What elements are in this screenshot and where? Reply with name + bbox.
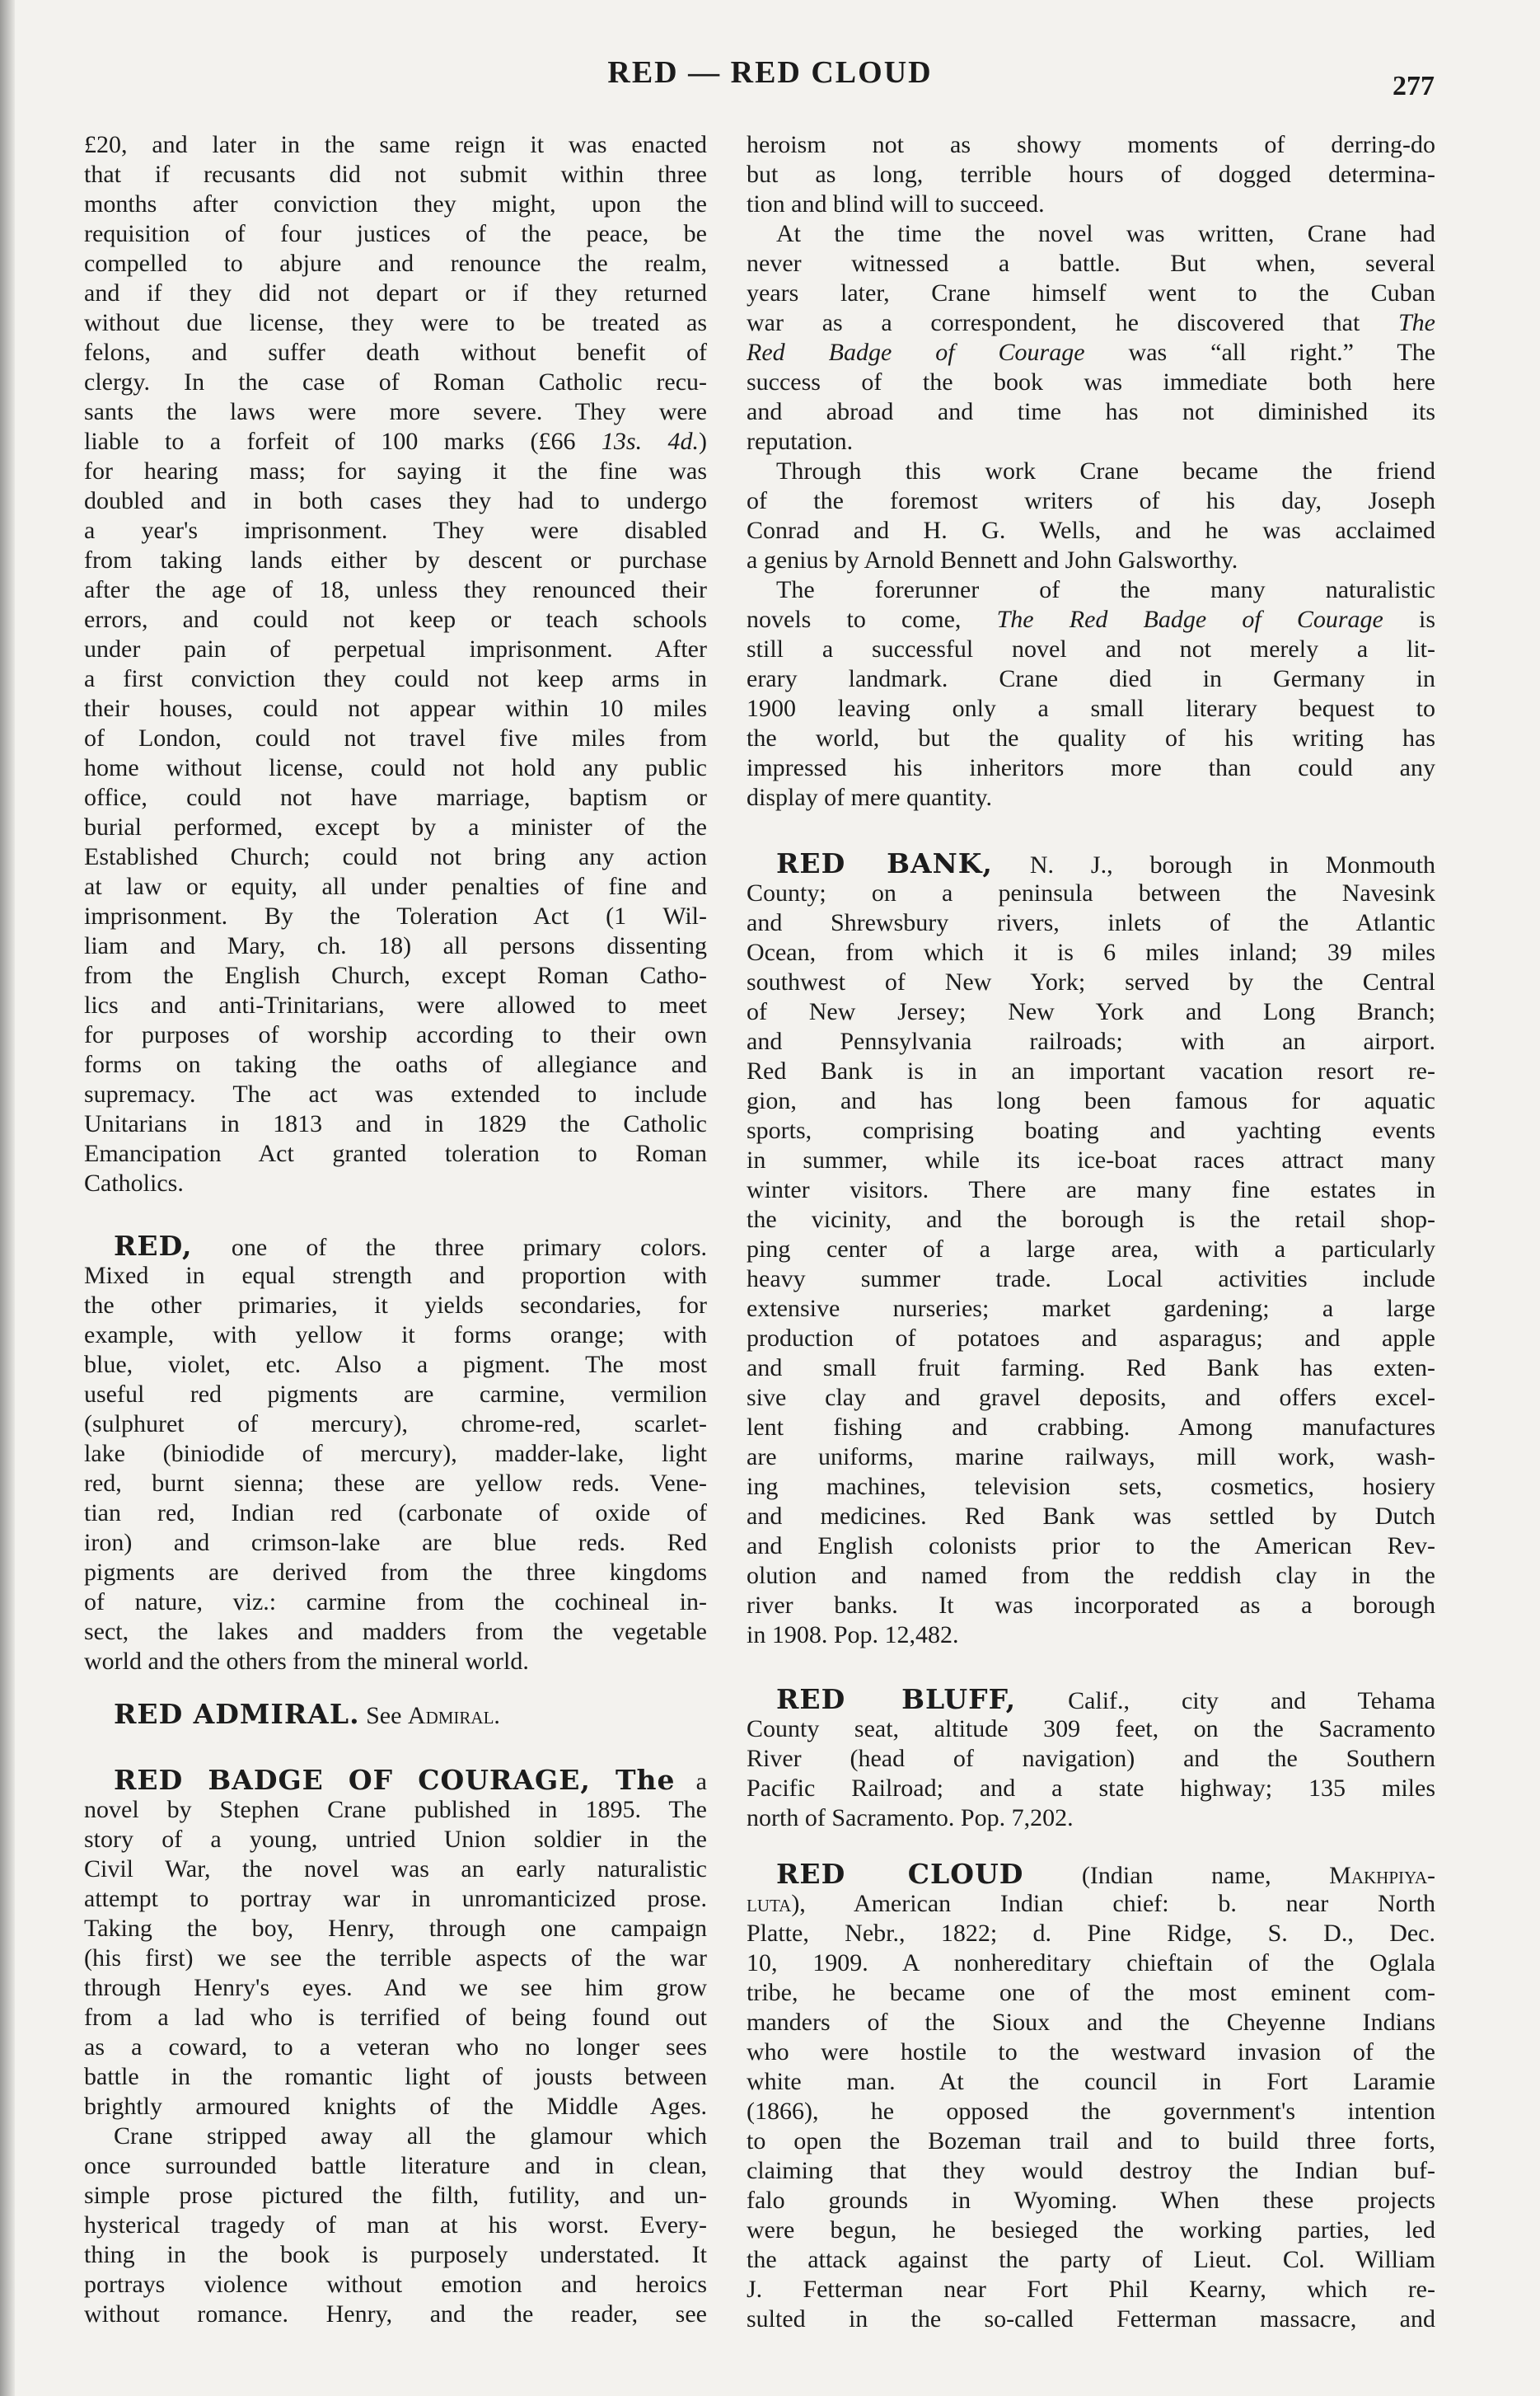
- text-segment: N. J., borough in Monmouth: [992, 851, 1435, 879]
- text-line: Red Bank is in an important vacation resort re-: [747, 1057, 1435, 1085]
- text-line: for purposes of worship according to their own: [84, 1021, 707, 1048]
- text-line: years later, Crane himself went to the Cuban: [747, 279, 1435, 307]
- text-line: southwest of New York; served by the Central: [747, 968, 1435, 996]
- entry-headword: RED BADGE OF COURAGE, The: [114, 1765, 676, 1795]
- text-line: home without license, could not hold any public: [84, 754, 707, 781]
- text-line: and English colonists prior to the American Rev-: [747, 1532, 1435, 1559]
- text-line: simple prose pictured the filth, futility, and un-: [84, 2182, 707, 2209]
- text-segment: one of the three primary colors.: [192, 1234, 707, 1261]
- text-line: success of the book was immediate both here: [747, 368, 1435, 396]
- text-line: burial performed, except by a minister of the: [84, 814, 707, 841]
- text-line: iron) and crimson-lake are blue reds. Red: [84, 1529, 707, 1556]
- text-segment: a: [675, 1768, 707, 1795]
- text-line: Taking the boy, Henry, through one campaign: [84, 1915, 707, 1942]
- entry-recusants: [84, 130, 707, 1198]
- text-line: Emancipation Act granted toleration to Roman: [84, 1140, 707, 1167]
- italic-text: The: [1398, 309, 1435, 336]
- text-line: for hearing mass; for saying it the fine was: [84, 457, 707, 485]
- text-line: example, with yellow it forms orange; with: [84, 1321, 707, 1348]
- text-line: the attack against the party of Lieut. Col. William: [747, 2246, 1435, 2273]
- text-line: [84, 427, 707, 457]
- text-line: forms on taking the oaths of allegiance and: [84, 1051, 707, 1078]
- text-line: as a coward, to a veteran who no longer sees: [84, 2033, 707, 2061]
- text-line: claiming that they would destroy the Indian buf-: [747, 2157, 1435, 2184]
- text-line: from taking lands either by descent or purchase: [84, 546, 707, 574]
- text-line: gion, and has long been famous for aquatic: [747, 1087, 1435, 1114]
- text-line: the other primaries, it yields secondaries, for: [84, 1292, 707, 1319]
- text-line: liam and Mary, ch. 18) all persons dissenting: [84, 932, 707, 959]
- text-line: pigments are derived from the three kingdoms: [84, 1559, 707, 1586]
- text-line: white man. At the council in Fort Laramie: [747, 2068, 1435, 2095]
- text-line: errors, and could not keep or teach schools: [84, 606, 707, 633]
- text-line: without romance. Henry, and the reader, see: [84, 2300, 707, 2328]
- text-line: display of mere quantity.: [747, 784, 992, 811]
- page-number: 277: [1393, 71, 1435, 101]
- text-line: sulted in the so-called Fetterman massacre, and: [747, 2305, 1435, 2333]
- text-line: (sulphuret of mercury), chrome-red, scarlet-: [84, 1410, 707, 1437]
- text-line: and Pennsylvania railroads; with an airport.: [747, 1028, 1435, 1055]
- entry-headword: RED ADMIRAL.: [114, 1700, 360, 1729]
- text-line: still a successful novel and not merely a lit-: [747, 635, 1435, 663]
- text-line: tribe, he became one of the most eminent com-: [747, 1979, 1435, 2006]
- text-line: falo grounds in Wyoming. When these projects: [747, 2187, 1435, 2214]
- text-line: without due license, they were to be treated as: [84, 309, 707, 336]
- text-segment: See: [359, 1702, 408, 1729]
- text-line: County seat, altitude 309 feet, on the Sacramento: [747, 1715, 1435, 1742]
- text-line: Pacific Railroad; and a state highway; 135 miles: [747, 1775, 1435, 1802]
- text-line: [747, 849, 1435, 879]
- text-line: to open the Bozeman trail and to build three forts,: [747, 2127, 1435, 2155]
- text-line: that if recusants did not submit within three: [84, 161, 707, 188]
- text-line: lake (biniodide of mercury), madder-lake, light: [84, 1440, 707, 1467]
- text-line: portrays violence without emotion and heroics: [84, 2271, 707, 2298]
- text-line: heavy summer trade. Local activities include: [747, 1265, 1435, 1292]
- entry-red-bluff: [747, 1685, 1435, 1833]
- text-line: red, burnt sienna; these are yellow reds. Vene-: [84, 1470, 707, 1497]
- text-line: The forerunner of the many naturalistic: [776, 576, 1435, 603]
- text-line: story of a young, untried Union soldier in the: [84, 1826, 707, 1853]
- entry-badge-cont: [747, 130, 1435, 813]
- text-line: Platte, Nebr., 1822; d. Pine Ridge, S. D., Dec.: [747, 1920, 1435, 1947]
- text-line: tian red, Indian red (carbonate of oxide of: [84, 1499, 707, 1526]
- text-line: lics and anti-Trinitarians, were allowed to meet: [84, 992, 707, 1019]
- text-line: of nature, viz.: carmine from the cochineal in-: [84, 1588, 707, 1615]
- text-line: imprisonment. By the Toleration Act (1 Wil-: [84, 903, 707, 930]
- text-line: River (head of navigation) and the Southern: [747, 1745, 1435, 1772]
- text-line: 1900 leaving only a small literary bequest to: [747, 695, 1435, 722]
- text-segment: war as a correspondent, he discovered that: [747, 309, 1398, 336]
- text-line: clergy. In the case of Roman Catholic recu-: [84, 368, 707, 396]
- small-caps-text: Makhpiya-: [1329, 1862, 1435, 1889]
- text-line: doubled and in both cases they had to undergo: [84, 487, 707, 514]
- text-line: useful red pigments are carmine, vermilion: [84, 1381, 707, 1408]
- small-caps-text: Admiral.: [407, 1702, 500, 1729]
- text-line: from the English Church, except Roman Catho-: [84, 962, 707, 989]
- text-line: [747, 1859, 1435, 1889]
- text-line: river banks. It was incorporated as a borough: [747, 1592, 1435, 1619]
- text-segment: Calif., city and Tehama: [1016, 1687, 1435, 1714]
- text-line: [747, 605, 1435, 635]
- italic-text: Red Badge of Courage: [747, 339, 1085, 366]
- text-line: J. Fetterman near Fort Phil Kearny, which re-: [747, 2276, 1435, 2303]
- text-line: and Shrewsbury rivers, inlets of the Atlantic: [747, 909, 1435, 936]
- text-line: olution and named from the reddish clay in the: [747, 1562, 1435, 1589]
- text-line: novel by Stephen Crane published in 1895. The: [84, 1796, 707, 1823]
- entry-headword: RED,: [114, 1231, 193, 1261]
- text-line: [747, 1685, 1435, 1714]
- text-line: lent fishing and crabbing. Among manufactures: [747, 1414, 1435, 1441]
- text-line: [84, 1231, 707, 1261]
- text-line: and if they did not depart or if they returned: [84, 279, 707, 307]
- text-line: and small fruit farming. Red Bank has exten-: [747, 1354, 1435, 1381]
- text-line: sect, the lakes and madders from the vegetable: [84, 1618, 707, 1645]
- entry-red-cloud: [747, 1859, 1435, 2334]
- text-line: of the foremost writers of his day, Joseph: [747, 487, 1435, 514]
- text-line: tion and blind will to succeed.: [747, 190, 1045, 218]
- text-line: Conrad and H. G. Wells, and he was acclaimed: [747, 517, 1435, 544]
- text-line: blue, violet, etc. Also a pigment. The most: [84, 1351, 707, 1378]
- text-line: compelled to abjure and renounce the realm,: [84, 250, 707, 277]
- text-line: were begun, he besieged the working parties, led: [747, 2216, 1435, 2244]
- text-line: Catholics.: [84, 1170, 184, 1197]
- text-line: impressed his inheritors more than could any: [747, 754, 1435, 781]
- text-line: the vicinity, and the borough is the retail shop-: [747, 1206, 1435, 1233]
- text-line: are uniforms, marine railways, mill work, wash-: [747, 1443, 1435, 1470]
- text-line: battle in the romantic light of jousts between: [84, 2063, 707, 2090]
- entry-red-badge: [84, 1765, 707, 2329]
- entry-headword: RED BLUFF,: [776, 1685, 1017, 1714]
- text-line: felons, and suffer death without benefit of: [84, 339, 707, 366]
- text-line: a genius by Arnold Bennett and John Galsworthy.: [747, 546, 1238, 574]
- entry-red: [84, 1231, 707, 1676]
- text-line: Ocean, from which it is 6 miles inland; 39 miles: [747, 939, 1435, 966]
- text-line: extensive nurseries; market gardening; a large: [747, 1295, 1435, 1322]
- text-line: at law or equity, all under penalties of fine and: [84, 873, 707, 900]
- text-line: (1866), he opposed the government's intention: [747, 2098, 1435, 2125]
- text-segment: (Indian name,: [1023, 1862, 1330, 1889]
- text-line: north of Sacramento. Pop. 7,202.: [747, 1804, 1074, 1831]
- text-line: a year's imprisonment. They were disabled: [84, 517, 707, 544]
- text-line: sive clay and gravel deposits, and offers excel-: [747, 1384, 1435, 1411]
- text-line: requisition of four justices of the peace, be: [84, 220, 707, 247]
- text-line: County; on a peninsula between the Navesink: [747, 879, 1435, 907]
- text-line: in 1908. Pop. 12,482.: [747, 1621, 959, 1648]
- text-line: Civil War, the novel was an early naturalistic: [84, 1855, 707, 1883]
- text-line: under pain of perpetual imprisonment. After: [84, 635, 707, 663]
- text-segment: liable to a forfeit of 100 marks (£66: [84, 428, 601, 455]
- text-segment: ), American Indian chief: b. near North: [791, 1890, 1435, 1917]
- text-line: months after conviction they might, upon the: [84, 190, 707, 218]
- text-line: [84, 1765, 707, 1795]
- text-line: through Henry's eyes. And we see him grow: [84, 1974, 707, 2001]
- text-line: thing in the book is purposely understated. It: [84, 2241, 707, 2268]
- text-line: from a lad who is terrified of being found out: [84, 2004, 707, 2031]
- text-line: [84, 1700, 707, 1729]
- text-line: [747, 338, 1435, 368]
- text-line: At the time the novel was written, Crane had: [776, 220, 1435, 247]
- text-line: £20, and later in the same reign it was enacted: [84, 131, 707, 158]
- text-line: ing machines, television sets, cosmetics, hosiery: [747, 1473, 1435, 1500]
- text-line: and medicines. Red Bank was settled by Dutch: [747, 1503, 1435, 1530]
- text-line: production of potatoes and asparagus; and apple: [747, 1325, 1435, 1352]
- entry-headword: RED BANK,: [776, 849, 993, 879]
- text-line: 10, 1909. A nonhereditary chieftain of the Oglala: [747, 1949, 1435, 1976]
- text-line: Mixed in equal strength and proportion with: [84, 1262, 707, 1289]
- text-line: never witnessed a battle. But when, several: [747, 250, 1435, 277]
- text-line: a first conviction they could not keep arms in: [84, 665, 707, 692]
- text-segment: is: [1383, 606, 1435, 633]
- text-line: who were hostile to the westward invasion of the: [747, 2038, 1435, 2065]
- text-segment: novels to come,: [747, 606, 997, 633]
- entry-headword: RED CLOUD: [776, 1859, 1024, 1889]
- text-segment: ): [698, 428, 707, 455]
- text-line: their houses, could not appear within 10 miles: [84, 695, 707, 722]
- text-line: but as long, terrible hours of dogged determina-: [747, 161, 1435, 188]
- text-line: heroism not as showy moments of derring-do: [747, 131, 1435, 158]
- text-line: the world, but the quality of his writing has: [747, 724, 1435, 752]
- text-line: sports, comprising boating and yachting events: [747, 1117, 1435, 1144]
- entry-red-admiral: [84, 1700, 707, 1729]
- text-line: [747, 1889, 1435, 1919]
- text-line: Crane stripped away all the glamour which: [114, 2122, 707, 2150]
- text-line: world and the others from the mineral world.: [84, 1648, 529, 1675]
- text-line: and abroad and time has not diminished its: [747, 398, 1435, 425]
- text-line: Through this work Crane became the friend: [776, 457, 1435, 485]
- entry-red-bank: [747, 849, 1435, 1650]
- text-line: Unitarians in 1813 and in 1829 the Catholic: [84, 1110, 707, 1137]
- text-line: brightly armoured knights of the Middle Ages.: [84, 2093, 707, 2120]
- text-line: sants the laws were more severe. They were: [84, 398, 707, 425]
- italic-text: The Red Badge of Courage: [996, 606, 1383, 633]
- page-gutter-shadow: [0, 0, 15, 2396]
- text-line: reputation.: [747, 428, 854, 455]
- text-line: winter visitors. There are many fine estates in: [747, 1176, 1435, 1203]
- text-line: of New Jersey; New York and Long Branch;: [747, 998, 1435, 1025]
- text-line: once surrounded battle literature and in clean,: [84, 2152, 707, 2179]
- text-line: hysterical tragedy of man at his worst. Every-: [84, 2211, 707, 2239]
- text-line: after the age of 18, unless they renounced their: [84, 576, 707, 603]
- running-head: RED — RED CLOUD: [607, 55, 933, 90]
- text-line: [747, 308, 1435, 338]
- text-line: attempt to portray war in unromanticized prose.: [84, 1885, 707, 1912]
- text-line: office, could not have marriage, baptism or: [84, 784, 707, 811]
- text-line: Established Church; could not bring any action: [84, 843, 707, 870]
- text-line: erary landmark. Crane died in Germany in: [747, 665, 1435, 692]
- italic-text: 13s. 4d.: [601, 428, 699, 455]
- text-line: in summer, while its ice-boat races attract many: [747, 1146, 1435, 1174]
- text-line: manders of the Sioux and the Cheyenne Indians: [747, 2009, 1435, 2036]
- text-line: (his first) we see the terrible aspects of the war: [84, 1944, 707, 1972]
- small-caps-text: luta: [747, 1890, 792, 1917]
- text-line: of London, could not travel five miles from: [84, 724, 707, 752]
- text-line: supremacy. The act was extended to include: [84, 1081, 707, 1108]
- text-segment: was “all right.” The: [1084, 339, 1435, 366]
- text-line: ping center of a large area, with a particularly: [747, 1236, 1435, 1263]
